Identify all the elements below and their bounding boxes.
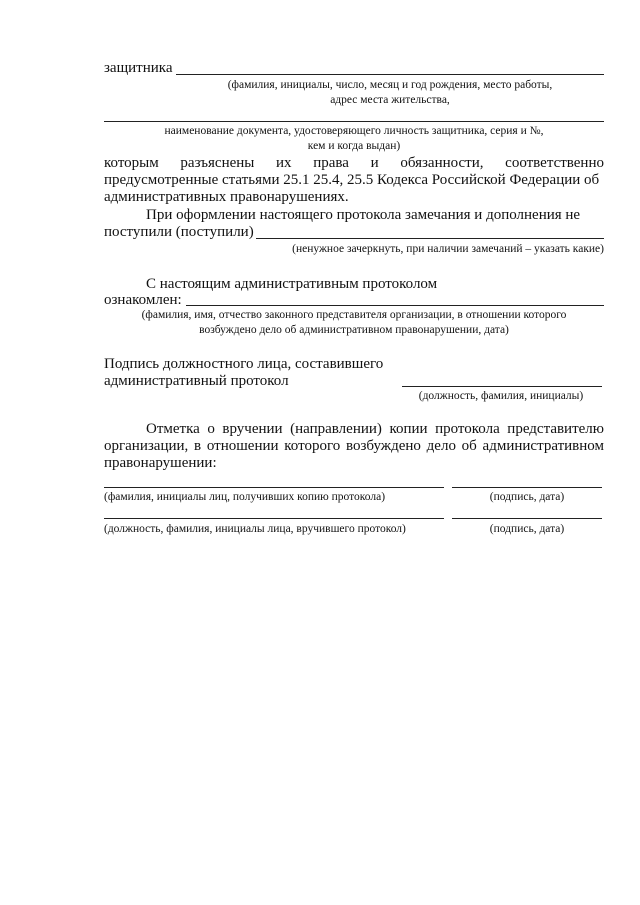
rights-line2: предусмотренные статьями 25.1 25.4, 25.5 Кодекса Российской Федерации об — [104, 172, 600, 188]
remarks-hint: (ненужное зачеркнуть, при наличии замечаний – указать какие) — [292, 243, 604, 255]
defender-hint-line1: (фамилия, инициалы, число, месяц и год рождения, место работы, — [227, 79, 553, 91]
recipients-sign-hint: (подпись, дата) — [489, 491, 565, 503]
recipients-hint: (фамилия, инициалы лиц, получивших копию протокола) — [104, 491, 386, 503]
familiar-label: ознакомлен: — [104, 292, 182, 308]
deliverer-sign-hint: (подпись, дата) — [489, 523, 565, 535]
recipients-fill-line[interactable] — [104, 487, 444, 488]
rights-line3: административных правонарушениях. — [104, 189, 349, 205]
familiar-hint-line1: (фамилия, имя, отчество законного представителя организации, в отношении которого — [141, 309, 567, 321]
remarks-line2: поступили (поступили) — [104, 224, 254, 240]
delivery-line1: Отметка о вручении (направлении) копии протокола представителю — [146, 421, 604, 437]
defender-label: защитника — [104, 60, 173, 76]
deliverer-hint: (должность, фамилия, инициалы лица, вручившего протокол) — [104, 523, 406, 535]
signature-hint: (должность, фамилия, инициалы) — [418, 390, 584, 402]
deliverer-fill-line[interactable] — [104, 518, 444, 519]
signature-line1: Подпись должностного лица, составившего — [104, 356, 384, 372]
defender-document-fill-line[interactable] — [104, 121, 604, 122]
remarks-line1: При оформлении настоящего протокола замечания и дополнения не — [146, 207, 581, 223]
defender-hint-line2: адрес места жительства, — [330, 94, 450, 106]
delivery-line3: правонарушении: — [104, 455, 217, 471]
defender-fill-line[interactable] — [176, 74, 604, 75]
rights-line1: которым разъяснены их права и обязанности, соответственно — [104, 155, 604, 171]
familiar-fill-line[interactable] — [186, 305, 604, 306]
familiar-line1: С настоящим административным протоколом — [146, 276, 438, 292]
remarks-fill-line[interactable] — [256, 238, 604, 239]
document-hint-line1: наименование документа, удостоверяющего личность защитника, серия и №, — [164, 125, 544, 137]
signature-fill-line[interactable] — [402, 386, 602, 387]
signature-line2: административный протокол — [104, 373, 289, 389]
deliverer-sign-line[interactable] — [452, 518, 602, 519]
recipients-sign-line[interactable] — [452, 487, 602, 488]
delivery-line2: организации, в отношении которого возбуждено дело об административном — [104, 438, 604, 454]
document-hint-line2: кем и когда выдан) — [307, 140, 401, 152]
familiar-hint-line2: возбуждено дело об административном правонарушении, дата) — [199, 324, 509, 336]
